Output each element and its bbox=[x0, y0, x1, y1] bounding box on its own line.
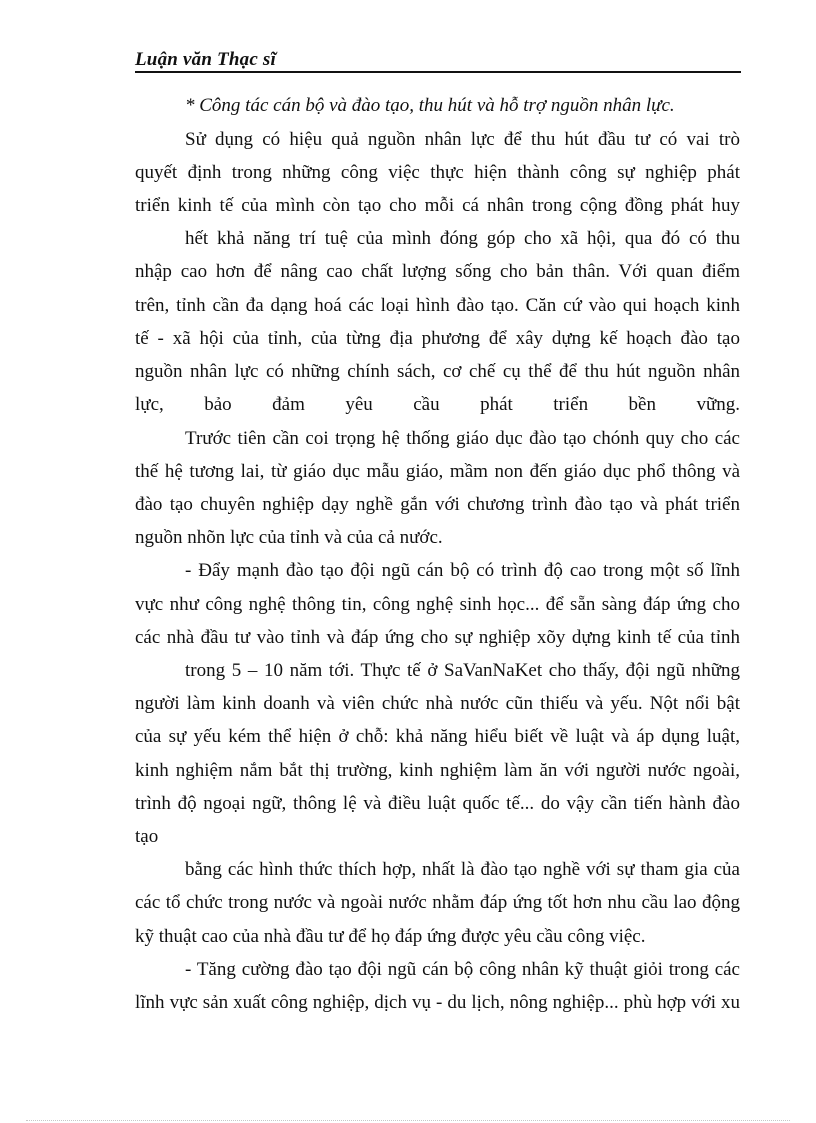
body-text-line: - Đẩy mạnh đào tạo đội ngũ cán bộ có trình độ cao trong một số lĩnh bbox=[185, 560, 740, 581]
body-text-line: nguồn nhõn lực của tỉnh và của cả nước. bbox=[135, 527, 443, 548]
body-text-line: các nhà đầu tư vào tỉnh và đáp ứng cho sự nghiệp xõy dựng kinh tế của tỉnh bbox=[135, 627, 740, 648]
page-header bbox=[135, 48, 741, 74]
body-text-line: kinh nghiệm nắm bắt thị trường, kinh nghiệm làm ăn với người nước ngoài, bbox=[135, 760, 740, 781]
body-text-line: Trước tiên cần coi trọng hệ thống giáo dục đào tạo chónh quy cho các bbox=[185, 428, 740, 449]
body-text-line: lực, bảo đảm yêu cầu phát triển bền vững. bbox=[135, 394, 740, 415]
header-title: Luận văn Thạc sĩ bbox=[135, 49, 276, 70]
body-text-line: các tổ chức trong nước và ngoài nước nhằm đáp ứng tốt hơn nhu cầu lao động bbox=[135, 892, 740, 913]
body-text-line: kỹ thuật cao của nhà đầu tư để họ đáp ứng được yêu cầu công việc. bbox=[135, 926, 646, 947]
body-text-line: Sử dụng có hiệu quả nguồn nhân lực để thu hút đầu tư có vai trò bbox=[185, 129, 740, 150]
body-text-line: bằng các hình thức thích hợp, nhất là đào tạo nghề với sự tham gia của bbox=[185, 859, 740, 880]
body-text-line: thế hệ tương lai, từ giáo dục mẫu giáo, mầm non đến giáo dục phổ thông và bbox=[135, 461, 740, 482]
body-text-line: quyết định trong những công việc thực hiện thành công sự nghiệp phát bbox=[135, 162, 740, 183]
body-text-line: tạo bbox=[135, 826, 159, 847]
body-text-line: tế - xã hội của tỉnh, của từng địa phương để xây dựng kế hoạch đào tạo bbox=[135, 328, 740, 349]
page-bottom-rule bbox=[26, 1120, 790, 1121]
body-text-line: trên, tỉnh cần đa dạng hoá các loại hình đào tạo. Căn cứ vào qui hoạch kinh bbox=[135, 295, 740, 316]
body-text-line: vực như công nghệ thông tin, công nghệ sinh học... để sẵn sàng đáp ứng cho bbox=[135, 594, 740, 615]
body-text-line: đào tạo chuyên nghiệp dạy nghề gắn với chương trình đào tạo và phát triển bbox=[135, 494, 740, 515]
body-text-line: nhập cao hơn để nâng cao chất lượng sống cho bản thân. Với quan điểm bbox=[135, 261, 740, 282]
body-text-line: hết khả năng trí tuệ của mình đóng góp cho xã hội, qua đó có thu bbox=[185, 228, 740, 249]
body-text-line: triển kinh tế của mình còn tạo cho mỗi cá nhân trong cộng đồng phát huy bbox=[135, 195, 740, 216]
body-text-line: trong 5 – 10 năm tới. Thực tế ở SaVanNaKet cho thấy, đội ngũ những bbox=[185, 660, 740, 681]
body-text-line: người làm kinh doanh và viên chức nhà nước cũn thiếu và yếu. Nột nổi bật bbox=[135, 693, 740, 714]
body-text-line: trình độ ngoại ngữ, thông lệ và điều luật quốc tế... do vậy cần tiến hành đào bbox=[135, 793, 740, 814]
body-text-line: của sự yếu kém thể hiện ở chỗ: khả năng hiểu biết về luật và áp dụng luật, bbox=[135, 726, 740, 747]
body-text-line: lĩnh vực sản xuất công nghiệp, dịch vụ - du lịch, nông nghiệp... phù hợp với xu bbox=[135, 992, 740, 1013]
body-text-line: - Tăng cường đào tạo đội ngũ cán bộ công nhân kỹ thuật giỏi trong các bbox=[185, 959, 740, 980]
section-heading-line: * Công tác cán bộ và đào tạo, thu hút và hỗ trợ nguồn nhân lực. bbox=[185, 95, 675, 116]
header-rule bbox=[135, 71, 741, 73]
body-text-line: nguồn nhân lực có những chính sách, cơ chế cụ thể để thu hút nguồn nhân bbox=[135, 361, 740, 382]
